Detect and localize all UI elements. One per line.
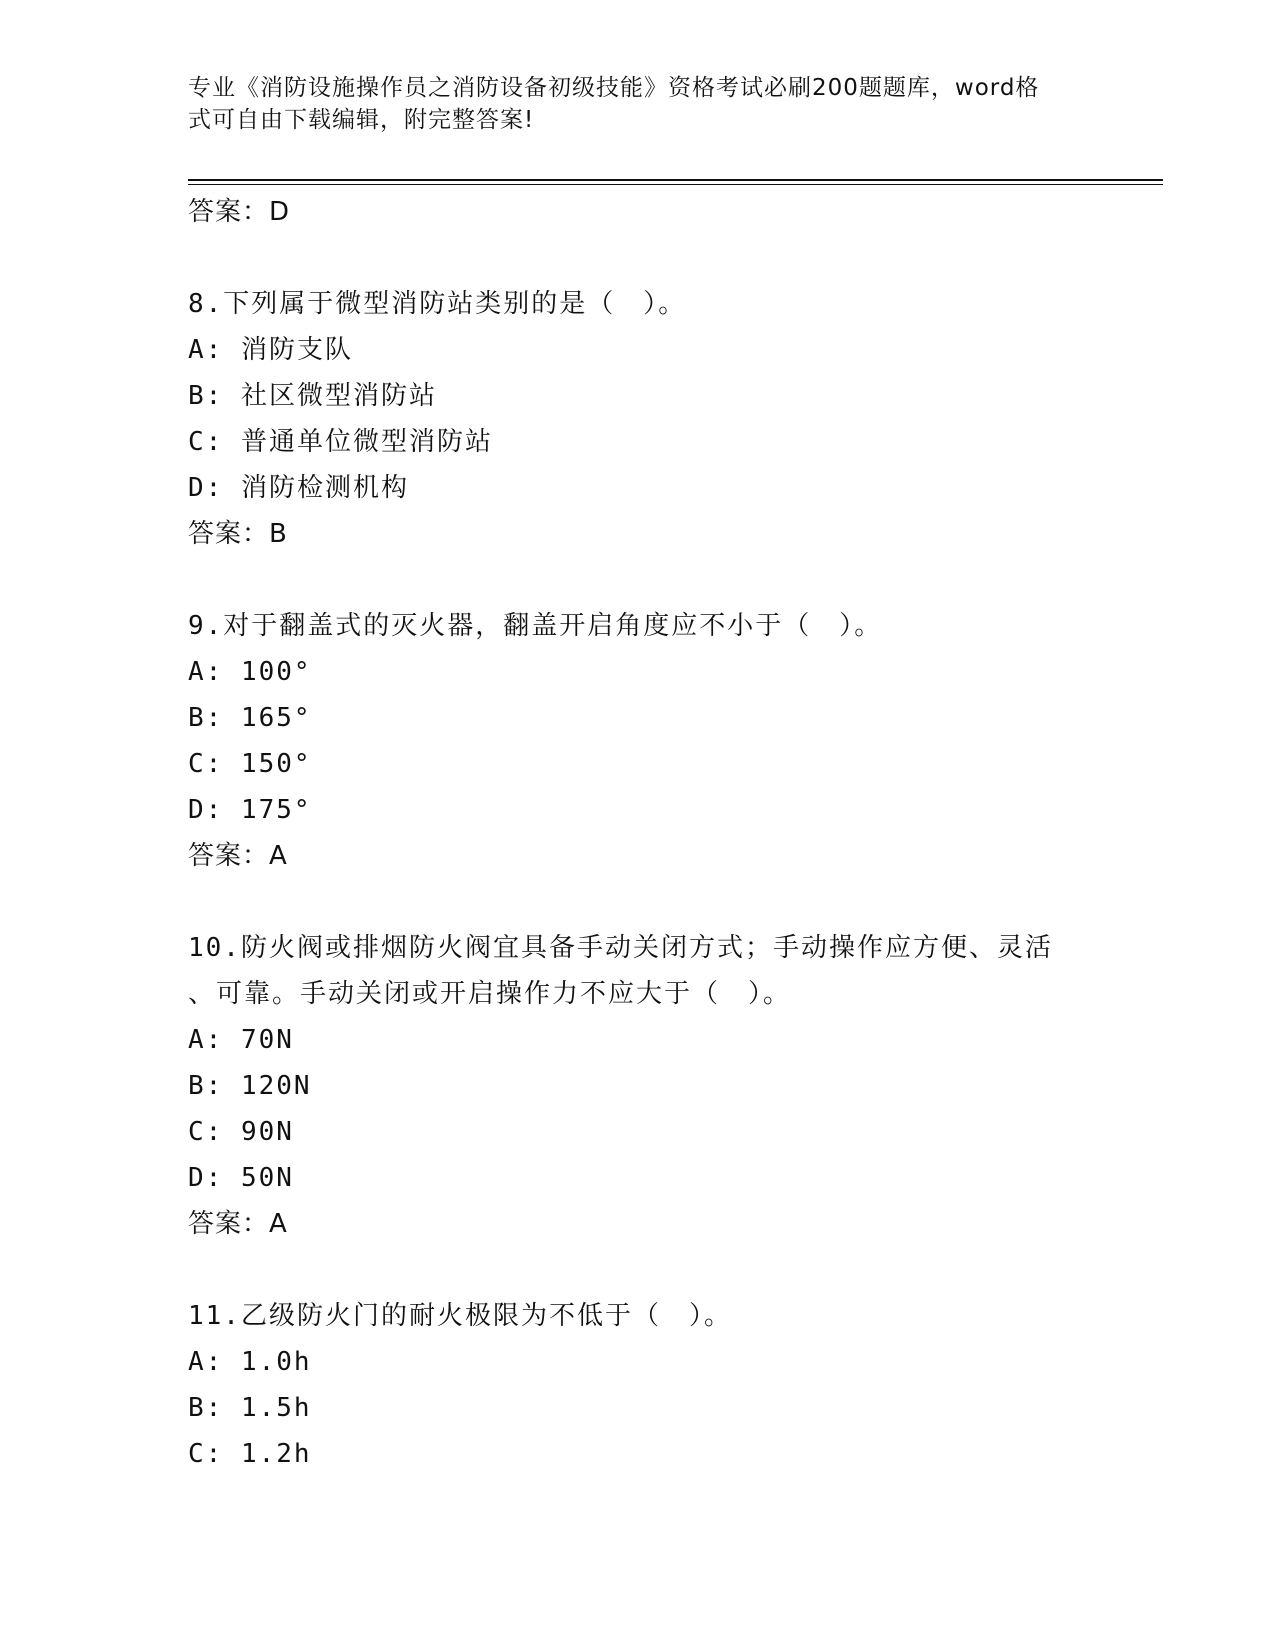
- question-8-option-c: C: 普通单位微型消防站: [188, 427, 493, 457]
- question-10-text-line-2: 、可靠。手动关闭或开启操作力不应大于（ ）。: [188, 979, 792, 1009]
- question-list: [188, 189, 1088, 1477]
- question-8-option-b: B: 社区微型消防站: [188, 381, 437, 411]
- question-11-option-b: B: 1.5h: [188, 1393, 312, 1423]
- spacer: [188, 1247, 1088, 1293]
- question-8-answer: 答案：B: [188, 519, 288, 549]
- spacer: [188, 879, 1088, 925]
- question-10-option-a: A: 70N: [188, 1025, 294, 1055]
- question-8-option-d: D: 消防检测机构: [188, 473, 409, 503]
- document-header: [188, 72, 1088, 136]
- question-11-text: 11.乙级防火门的耐火极限为不低于（ ）。: [188, 1301, 732, 1331]
- question-10: [188, 925, 1088, 1247]
- question-11: [188, 1293, 1088, 1477]
- question-9-option-d: D: 175°: [188, 795, 312, 825]
- question-10-option-b: B: 120N: [188, 1071, 312, 1101]
- question-9: [188, 603, 1088, 879]
- question-8-option-a: A: 消防支队: [188, 335, 353, 365]
- question-9-option-c: C: 150°: [188, 749, 312, 779]
- question-9-option-a: A: 100°: [188, 657, 312, 687]
- question-10-text-line-1: 10.防火阀或排烟防火阀宜具备手动关闭方式；手动操作应方便、灵活: [188, 933, 1053, 963]
- question-9-answer: 答案：A: [188, 841, 288, 871]
- question-8: [188, 281, 1088, 557]
- spacer: [188, 235, 1088, 281]
- question-10-option-d: D: 50N: [188, 1163, 294, 1193]
- question-10-option-c: C: 90N: [188, 1117, 294, 1147]
- header-divider-thin: [188, 184, 1163, 185]
- previous-answer: 答案：D: [188, 197, 291, 227]
- header-line-2: 式可自由下载编辑，附完整答案!: [188, 107, 535, 133]
- question-8-text: 8.下列属于微型消防站类别的是（ ）。: [188, 289, 687, 319]
- question-10-answer: 答案：A: [188, 1209, 288, 1239]
- header-line-1: 专业《消防设施操作员之消防设备初级技能》资格考试必刷200题题库，word格: [188, 75, 1040, 101]
- question-11-option-c: C: 1.2h: [188, 1439, 312, 1469]
- question-9-option-b: B: 165°: [188, 703, 312, 733]
- question-11-option-a: A: 1.0h: [188, 1347, 312, 1377]
- header-divider-thick: [188, 179, 1163, 181]
- question-9-text: 9.对于翻盖式的灭火器，翻盖开启角度应不小于（ ）。: [188, 611, 883, 641]
- spacer: [188, 557, 1088, 603]
